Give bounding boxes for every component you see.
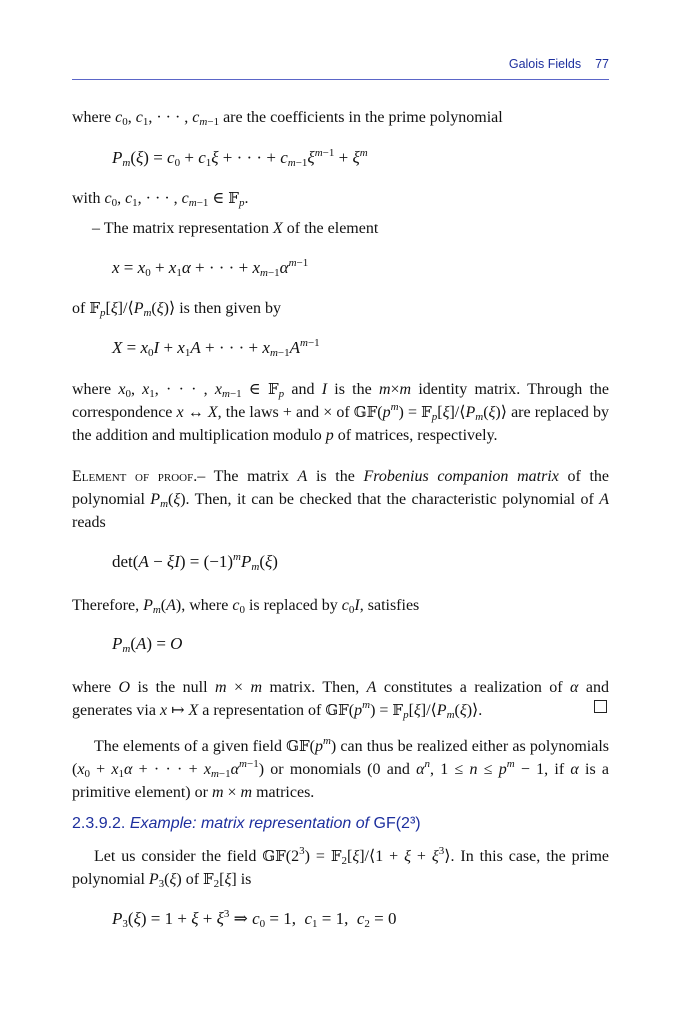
equation-p3: $P_3(\xi) = 1 + \xi + \xi^3$ ⇒ $c_0 = 1$, $c_1 = 1$, $c_2 = 0$ [112, 908, 397, 930]
qed-symbol [594, 700, 607, 713]
text-of-element: of the element [286, 220, 379, 237]
section-number: 2.3.9.2. [72, 815, 126, 832]
paragraph-identity: where $x_0$, $x_1$, · · · , $x_{m-1}$ ∈ 𝔽$_p$ and I is the m×m identity matrix. Through the correspondence x ↔ X, the laws + and × of $𝔾𝔽(p^m)$ = $𝔽_p[\xi]/⟨P_m(\xi)⟩$ are replaced by the addition and multiplication modulo p of matrices, respectively. [72, 380, 610, 444]
equation-prime-polynomial: $P_m(\xi) = c_0 + c_1\xi$ + · · · + $c_{m-1}\xi^{m-1} + \xi^m$ [112, 147, 368, 169]
text-is-the: is the [315, 468, 355, 485]
paragraph-matrix-representation: – The matrix representation X of the element [92, 220, 379, 237]
paragraph-realizations: The elements of a given field $𝔾𝔽(p^m)$ can thus be realized either as polynomials ($x_0 + x_1\alpha$ + · · · + $x_{m-1}\alpha^{m-1}$) or monomials (0 and $\alpha^n$, $1 \le n \le p^m - 1$, if α is a primitive element) or m × m matrices. [72, 735, 610, 801]
running-title: Galois Fields [508, 57, 582, 71]
paragraph-therefore: Therefore, $P_m(A)$, where $c_0$ is replaced by $c_0I$, satisfies [72, 597, 420, 616]
term-frobenius: Frobenius companion matrix [363, 468, 559, 485]
text-given-by: is then given by [179, 300, 281, 317]
text-where: where [72, 109, 112, 126]
text-matrix-representation: – The matrix representation [92, 220, 269, 237]
page-number: 77 [595, 57, 609, 71]
equation-element-x: $x = x_0 + x_1\alpha$ + · · · + $x_{m-1}\alpha^{m-1}$ [112, 257, 309, 279]
paragraph-null-matrix: where O is the null m × m matrix. Then, A constitutes a realization of α and generates via x ↦ X a representation of $𝔾𝔽(p^m)$ = $𝔽_p[\xi]/⟨P_m(\xi)⟩$. [72, 679, 609, 721]
header-text [509, 57, 609, 71]
section-heading [72, 815, 421, 833]
proof-label: Element of proof. [72, 468, 198, 485]
text-of: of [72, 300, 86, 317]
paragraph-example: Let us consider the field $𝔾𝔽(2^3)$ = 𝔽$_2$[ξ]/⟨1 + $\xi + \xi^3⟩$. In this case, the prime polynomial $P_3(\xi)$ of 𝔽$_2$[ξ] is [72, 845, 610, 890]
text-elements: The elements of a given field [94, 738, 282, 755]
text-with: with [72, 190, 101, 207]
equation-characteristic: $\det(A - \xi I) = (-1)^mP_m(\xi)$ [112, 551, 278, 573]
paragraph-proof: Element of proof.– The matrix A is the Frobenius companion matrix of the polynomial $P_m(\xi)$. Then, it can be checked that the characteristic polynomial of A reads [72, 468, 610, 531]
text-therefore: Therefore, [72, 597, 140, 614]
equation-matrix-x: $X = x_0I + x_1A$ + · · · + $x_{m-1}A^{m-1}$ [112, 337, 320, 359]
text-coefficients: are the coefficients in the prime polynomial [223, 109, 503, 126]
section-title: Example: matrix representation of [129, 815, 370, 832]
running-header [72, 57, 609, 80]
paragraph-coefficients: where $c_0$, $c_1$, · · · , $c_{m-1}$ are the coefficients in the prime polynomial [72, 109, 503, 128]
section-title-math: GF(2³) [373, 815, 421, 832]
equation-null: $P_m(A) = O$ [112, 634, 183, 655]
paragraph-field: of $𝔽_p[\xi]/⟨P_m(\xi)⟩$ is then given by [72, 299, 281, 319]
paragraph-with: with $c_0$, $c_1$, · · · , $c_{m-1}$ ∈ 𝔽$_p$. [72, 189, 249, 209]
text-the-matrix: – The matrix [197, 468, 289, 485]
